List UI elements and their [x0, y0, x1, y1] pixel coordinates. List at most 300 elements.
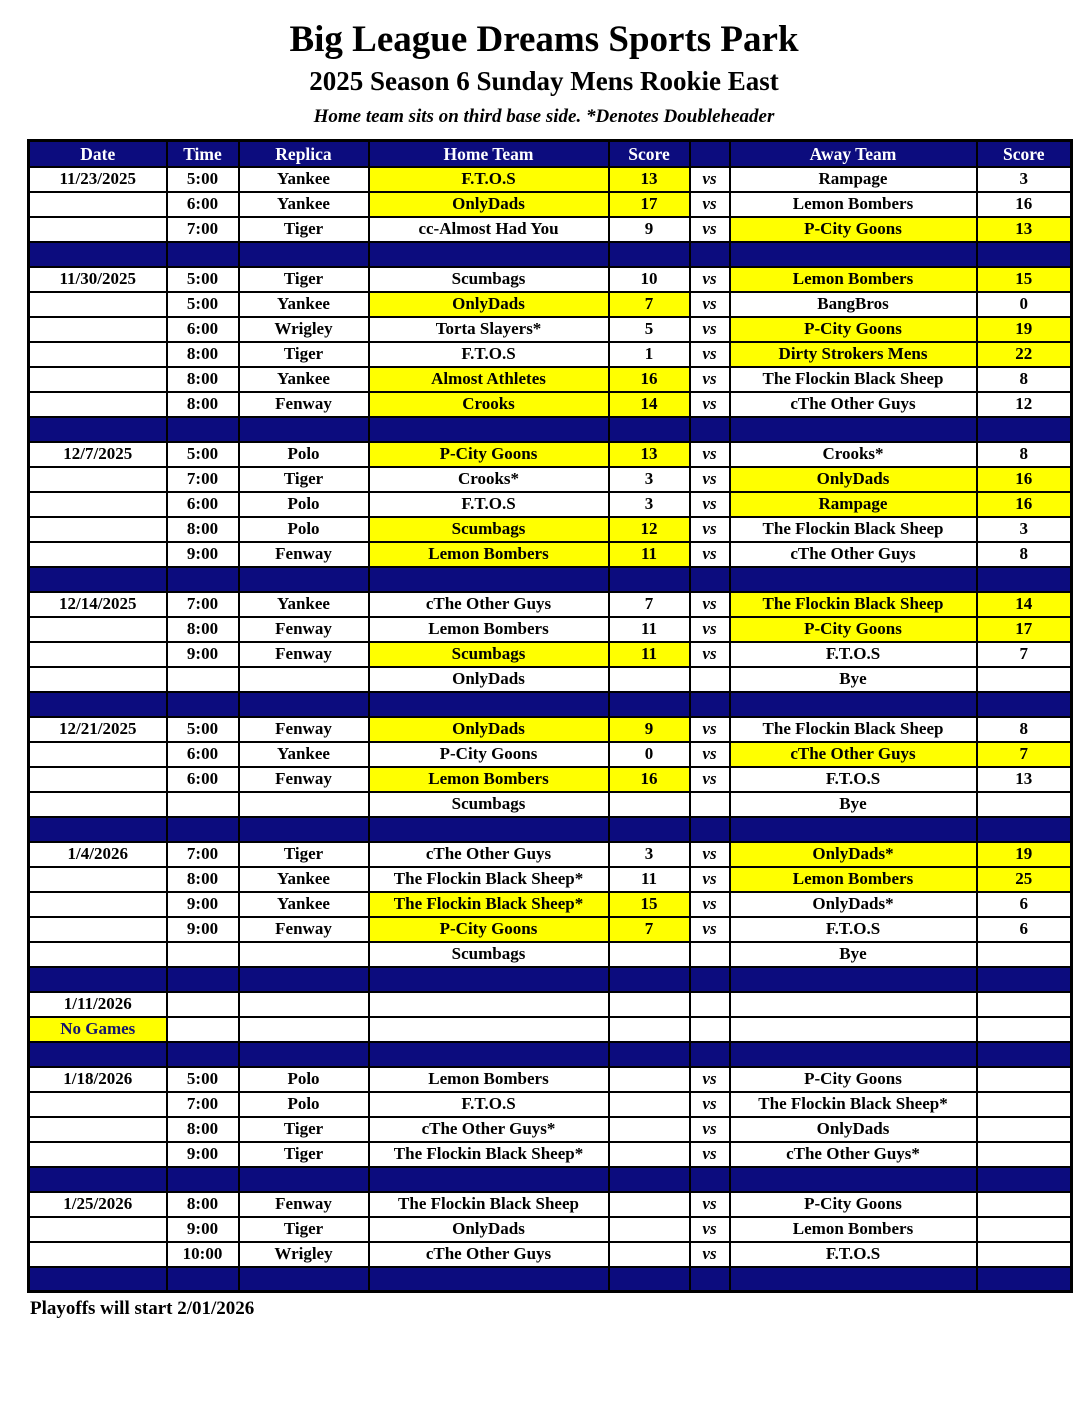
away-team-cell: Bye — [730, 667, 977, 692]
away-team-cell: The Flockin Black Sheep* — [730, 1092, 977, 1117]
separator-row — [29, 1167, 1072, 1192]
schedule-row — [29, 767, 1072, 792]
vs-cell: vs — [690, 292, 730, 317]
replica-cell: Yankee — [239, 867, 369, 892]
separator-cell — [977, 417, 1072, 442]
date-cell — [29, 792, 167, 817]
home-team-cell — [369, 1017, 609, 1042]
away-score-cell: 8 — [977, 717, 1072, 742]
home-score-cell: 15 — [609, 892, 690, 917]
home-team-cell: OnlyDads — [369, 1217, 609, 1242]
home-team-cell: cThe Other Guys* — [369, 1117, 609, 1142]
home-team-cell: Scumbags — [369, 942, 609, 967]
separator-cell — [239, 417, 369, 442]
time-cell: 8:00 — [167, 517, 239, 542]
away-team-cell: Bye — [730, 942, 977, 967]
replica-cell: Yankee — [239, 592, 369, 617]
away-score-cell: 16 — [977, 192, 1072, 217]
home-team-cell: Lemon Bombers — [369, 617, 609, 642]
away-team-cell — [730, 992, 977, 1017]
date-cell — [29, 1242, 167, 1267]
away-score-cell: 6 — [977, 917, 1072, 942]
col-header-date: Date — [29, 141, 167, 167]
away-score-cell: 0 — [977, 292, 1072, 317]
schedule-row — [29, 642, 1072, 667]
time-cell: 6:00 — [167, 317, 239, 342]
separator-row — [29, 967, 1072, 992]
replica-cell: Fenway — [239, 642, 369, 667]
vs-cell: vs — [690, 867, 730, 892]
vs-cell: vs — [690, 542, 730, 567]
separator-cell — [29, 417, 167, 442]
separator-cell — [369, 417, 609, 442]
vs-cell: vs — [690, 717, 730, 742]
col-header-time: Time — [167, 141, 239, 167]
away-score-cell — [977, 1117, 1072, 1142]
vs-cell: vs — [690, 167, 730, 192]
separator-cell — [369, 692, 609, 717]
home-score-cell: 7 — [609, 917, 690, 942]
vs-cell: vs — [690, 617, 730, 642]
home-score-cell: 16 — [609, 767, 690, 792]
home-score-cell: 5 — [609, 317, 690, 342]
away-score-cell: 19 — [977, 317, 1072, 342]
home-score-cell: 7 — [609, 592, 690, 617]
separator-cell — [369, 1167, 609, 1192]
separator-row — [29, 1267, 1072, 1292]
home-team-cell: OnlyDads — [369, 667, 609, 692]
home-score-cell — [609, 1067, 690, 1092]
separator-cell — [609, 1042, 690, 1067]
schedule-row — [29, 1067, 1072, 1092]
schedule-row — [29, 917, 1072, 942]
replica-cell: Fenway — [239, 717, 369, 742]
away-score-cell: 14 — [977, 592, 1072, 617]
vs-cell: vs — [690, 917, 730, 942]
away-score-cell: 3 — [977, 517, 1072, 542]
home-score-cell: 17 — [609, 192, 690, 217]
separator-cell — [239, 1167, 369, 1192]
replica-cell — [239, 667, 369, 692]
separator-cell — [609, 1167, 690, 1192]
home-score-cell: 11 — [609, 642, 690, 667]
home-score-cell: 3 — [609, 467, 690, 492]
separator-cell — [977, 242, 1072, 267]
separator-cell — [239, 1267, 369, 1292]
away-score-cell: 8 — [977, 442, 1072, 467]
away-score-cell — [977, 1217, 1072, 1242]
home-score-cell: 14 — [609, 392, 690, 417]
schedule-table-body — [29, 167, 1072, 1292]
date-cell — [29, 617, 167, 642]
vs-cell: vs — [690, 642, 730, 667]
vs-cell: vs — [690, 492, 730, 517]
away-team-cell: F.T.O.S — [730, 767, 977, 792]
home-team-cell: cThe Other Guys — [369, 1242, 609, 1267]
home-team-cell: Lemon Bombers — [369, 767, 609, 792]
date-cell — [29, 542, 167, 567]
replica-cell — [239, 992, 369, 1017]
schedule-table — [27, 139, 1073, 1293]
away-score-cell: 25 — [977, 867, 1072, 892]
time-cell: 8:00 — [167, 392, 239, 417]
col-header-home-score: Score — [609, 141, 690, 167]
home-score-cell — [609, 1142, 690, 1167]
date-cell — [29, 667, 167, 692]
separator-row — [29, 242, 1072, 267]
away-score-cell: 15 — [977, 267, 1072, 292]
schedule-row — [29, 592, 1072, 617]
replica-cell: Tiger — [239, 842, 369, 867]
time-cell: 5:00 — [167, 442, 239, 467]
separator-cell — [609, 1267, 690, 1292]
replica-cell: Fenway — [239, 392, 369, 417]
home-team-cell: F.T.O.S — [369, 167, 609, 192]
bye-row — [29, 792, 1072, 817]
separator-cell — [369, 1267, 609, 1292]
separator-cell — [609, 567, 690, 592]
separator-cell — [730, 817, 977, 842]
separator-cell — [167, 1267, 239, 1292]
home-team-cell: Almost Athletes — [369, 367, 609, 392]
schedule-row — [29, 517, 1072, 542]
separator-cell — [167, 817, 239, 842]
schedule-row — [29, 867, 1072, 892]
vs-cell: vs — [690, 192, 730, 217]
separator-row — [29, 817, 1072, 842]
date-cell: 1/18/2026 — [29, 1067, 167, 1092]
vs-cell — [690, 792, 730, 817]
date-cell: 11/23/2025 — [29, 167, 167, 192]
replica-cell: Fenway — [239, 917, 369, 942]
home-score-cell: 9 — [609, 717, 690, 742]
col-header-home-team: Home Team — [369, 141, 609, 167]
separator-cell — [29, 242, 167, 267]
separator-cell — [369, 242, 609, 267]
separator-cell — [609, 242, 690, 267]
time-cell: 6:00 — [167, 767, 239, 792]
schedule-row — [29, 892, 1072, 917]
separator-cell — [730, 1167, 977, 1192]
time-cell: 6:00 — [167, 492, 239, 517]
home-team-cell: Scumbags — [369, 792, 609, 817]
separator-cell — [730, 1267, 977, 1292]
vs-cell: vs — [690, 742, 730, 767]
time-cell: 5:00 — [167, 267, 239, 292]
away-team-cell: OnlyDads — [730, 467, 977, 492]
home-score-cell — [609, 1017, 690, 1042]
home-team-cell: F.T.O.S — [369, 1092, 609, 1117]
home-team-cell: The Flockin Black Sheep — [369, 1192, 609, 1217]
home-score-cell: 13 — [609, 442, 690, 467]
vs-cell: vs — [690, 467, 730, 492]
date-cell: 1/4/2026 — [29, 842, 167, 867]
replica-cell: Fenway — [239, 1192, 369, 1217]
separator-cell — [977, 1167, 1072, 1192]
away-score-cell — [977, 1092, 1072, 1117]
separator-cell — [369, 567, 609, 592]
away-team-cell: Bye — [730, 792, 977, 817]
replica-cell — [239, 942, 369, 967]
date-cell — [29, 192, 167, 217]
time-cell: 9:00 — [167, 1217, 239, 1242]
home-score-cell: 9 — [609, 217, 690, 242]
separator-row — [29, 567, 1072, 592]
separator-cell — [730, 967, 977, 992]
home-team-cell: cThe Other Guys — [369, 592, 609, 617]
separator-row — [29, 417, 1072, 442]
replica-cell: Wrigley — [239, 1242, 369, 1267]
home-team-cell: The Flockin Black Sheep* — [369, 1142, 609, 1167]
schedule-row — [29, 842, 1072, 867]
schedule-row — [29, 1242, 1072, 1267]
replica-cell: Yankee — [239, 192, 369, 217]
away-score-cell: 7 — [977, 642, 1072, 667]
away-score-cell — [977, 1067, 1072, 1092]
vs-cell: vs — [690, 1092, 730, 1117]
date-cell — [29, 1092, 167, 1117]
vs-cell: vs — [690, 217, 730, 242]
away-team-cell: OnlyDads* — [730, 892, 977, 917]
separator-cell — [690, 967, 730, 992]
schedule-row — [29, 717, 1072, 742]
separator-cell — [730, 1042, 977, 1067]
home-team-cell: Scumbags — [369, 642, 609, 667]
schedule-row — [29, 392, 1072, 417]
home-score-cell: 16 — [609, 367, 690, 392]
vs-cell: vs — [690, 1217, 730, 1242]
col-header-away-team: Away Team — [730, 141, 977, 167]
home-team-cell: F.T.O.S — [369, 342, 609, 367]
separator-cell — [977, 692, 1072, 717]
replica-cell: Tiger — [239, 217, 369, 242]
date-cell: 12/21/2025 — [29, 717, 167, 742]
vs-cell: vs — [690, 342, 730, 367]
replica-cell: Yankee — [239, 292, 369, 317]
away-team-cell: Lemon Bombers — [730, 192, 977, 217]
separator-cell — [977, 1042, 1072, 1067]
separator-cell — [690, 1167, 730, 1192]
separator-cell — [609, 692, 690, 717]
date-cell — [29, 742, 167, 767]
vs-cell — [690, 1017, 730, 1042]
schedule-row — [29, 367, 1072, 392]
home-score-cell: 3 — [609, 842, 690, 867]
home-score-cell: 11 — [609, 542, 690, 567]
home-score-cell — [609, 992, 690, 1017]
date-cell — [29, 342, 167, 367]
home-score-cell — [609, 1092, 690, 1117]
separator-cell — [167, 567, 239, 592]
replica-cell: Wrigley — [239, 317, 369, 342]
date-cell — [29, 292, 167, 317]
separator-cell — [690, 692, 730, 717]
vs-cell: vs — [690, 517, 730, 542]
away-team-cell: P-City Goons — [730, 217, 977, 242]
vs-cell: vs — [690, 767, 730, 792]
home-team-cell: Lemon Bombers — [369, 1067, 609, 1092]
time-cell — [167, 792, 239, 817]
time-cell: 9:00 — [167, 642, 239, 667]
date-cell — [29, 1217, 167, 1242]
schedule-row — [29, 467, 1072, 492]
vs-cell: vs — [690, 892, 730, 917]
replica-cell: Yankee — [239, 167, 369, 192]
separator-cell — [239, 692, 369, 717]
separator-cell — [690, 817, 730, 842]
separator-cell — [730, 692, 977, 717]
replica-cell: Yankee — [239, 742, 369, 767]
time-cell: 10:00 — [167, 1242, 239, 1267]
time-cell: 6:00 — [167, 742, 239, 767]
home-score-cell — [609, 942, 690, 967]
separator-cell — [167, 417, 239, 442]
away-score-cell: 16 — [977, 467, 1072, 492]
away-team-cell: Dirty Strokers Mens — [730, 342, 977, 367]
vs-cell: vs — [690, 442, 730, 467]
away-team-cell: Rampage — [730, 167, 977, 192]
date-cell — [29, 642, 167, 667]
date-cell — [29, 942, 167, 967]
home-team-cell: The Flockin Black Sheep* — [369, 867, 609, 892]
separator-cell — [239, 1042, 369, 1067]
replica-cell: Tiger — [239, 1117, 369, 1142]
schedule-row — [29, 742, 1072, 767]
bye-row — [29, 667, 1072, 692]
time-cell: 5:00 — [167, 292, 239, 317]
separator-cell — [730, 242, 977, 267]
date-cell — [29, 892, 167, 917]
vs-cell: vs — [690, 1192, 730, 1217]
away-score-cell: 3 — [977, 167, 1072, 192]
time-cell: 8:00 — [167, 367, 239, 392]
playoffs-note: Playoffs will start 2/01/2026 — [30, 1298, 255, 1320]
vs-cell: vs — [690, 267, 730, 292]
away-team-cell — [730, 1017, 977, 1042]
away-team-cell: Rampage — [730, 492, 977, 517]
home-team-cell: cc-Almost Had You — [369, 217, 609, 242]
separator-cell — [369, 817, 609, 842]
home-team-cell: Scumbags — [369, 517, 609, 542]
away-score-cell — [977, 1017, 1072, 1042]
separator-cell — [29, 567, 167, 592]
date-cell: 11/30/2025 — [29, 267, 167, 292]
vs-cell: vs — [690, 1142, 730, 1167]
schedule-row — [29, 292, 1072, 317]
date-cell: 12/7/2025 — [29, 442, 167, 467]
schedule-row — [29, 1092, 1072, 1117]
bye-row — [29, 942, 1072, 967]
separator-cell — [239, 242, 369, 267]
time-cell: 7:00 — [167, 842, 239, 867]
time-cell: 9:00 — [167, 1142, 239, 1167]
separator-cell — [167, 242, 239, 267]
separator-cell — [29, 967, 167, 992]
schedule-table-header — [29, 141, 1072, 167]
col-header-vs — [690, 141, 730, 167]
date-cell — [29, 917, 167, 942]
time-cell: 5:00 — [167, 717, 239, 742]
time-cell: 8:00 — [167, 867, 239, 892]
schedule-row — [29, 1117, 1072, 1142]
date-cell — [29, 1117, 167, 1142]
page-subtitle: 2025 Season 6 Sunday Mens Rookie East — [309, 65, 779, 96]
schedule-row — [29, 542, 1072, 567]
separator-cell — [609, 817, 690, 842]
home-team-cell: P-City Goons — [369, 917, 609, 942]
away-team-cell: BangBros — [730, 292, 977, 317]
time-cell: 8:00 — [167, 342, 239, 367]
schedule-row — [29, 267, 1072, 292]
date-cell — [29, 767, 167, 792]
home-team-cell: Crooks — [369, 392, 609, 417]
away-score-cell — [977, 992, 1072, 1017]
time-cell: 7:00 — [167, 592, 239, 617]
schedule-row — [29, 1017, 1072, 1042]
home-team-cell: OnlyDads — [369, 717, 609, 742]
away-score-cell: 17 — [977, 617, 1072, 642]
away-team-cell: The Flockin Black Sheep — [730, 717, 977, 742]
separator-cell — [239, 967, 369, 992]
separator-cell — [690, 1042, 730, 1067]
schedule-row — [29, 1192, 1072, 1217]
away-score-cell: 8 — [977, 542, 1072, 567]
home-team-cell: Torta Slayers* — [369, 317, 609, 342]
separator-cell — [690, 1267, 730, 1292]
vs-cell: vs — [690, 1242, 730, 1267]
separator-cell — [609, 417, 690, 442]
replica-cell: Yankee — [239, 892, 369, 917]
date-cell: No Games — [29, 1017, 167, 1042]
schedule-row — [29, 617, 1072, 642]
away-team-cell: P-City Goons — [730, 1192, 977, 1217]
home-team-cell: OnlyDads — [369, 292, 609, 317]
away-team-cell: cThe Other Guys — [730, 542, 977, 567]
away-team-cell: The Flockin Black Sheep — [730, 592, 977, 617]
separator-row — [29, 692, 1072, 717]
home-score-cell — [609, 1192, 690, 1217]
away-team-cell: P-City Goons — [730, 1067, 977, 1092]
home-score-cell — [609, 792, 690, 817]
separator-cell — [167, 967, 239, 992]
replica-cell — [239, 792, 369, 817]
vs-cell: vs — [690, 842, 730, 867]
replica-cell — [239, 1017, 369, 1042]
away-score-cell — [977, 1142, 1072, 1167]
replica-cell: Polo — [239, 517, 369, 542]
home-score-cell: 0 — [609, 742, 690, 767]
time-cell: 6:00 — [167, 192, 239, 217]
away-team-cell: cThe Other Guys — [730, 392, 977, 417]
separator-cell — [167, 1042, 239, 1067]
separator-cell — [730, 567, 977, 592]
date-cell — [29, 467, 167, 492]
away-score-cell: 13 — [977, 767, 1072, 792]
away-team-cell: Lemon Bombers — [730, 867, 977, 892]
home-team-cell: cThe Other Guys — [369, 842, 609, 867]
schedule-row — [29, 1217, 1072, 1242]
home-team-cell: Scumbags — [369, 267, 609, 292]
separator-cell — [730, 417, 977, 442]
separator-cell — [977, 1267, 1072, 1292]
replica-cell: Fenway — [239, 617, 369, 642]
time-cell: 9:00 — [167, 542, 239, 567]
date-cell — [29, 517, 167, 542]
time-cell: 5:00 — [167, 167, 239, 192]
home-score-cell: 3 — [609, 492, 690, 517]
schedule-row — [29, 442, 1072, 467]
away-team-cell: F.T.O.S — [730, 1242, 977, 1267]
